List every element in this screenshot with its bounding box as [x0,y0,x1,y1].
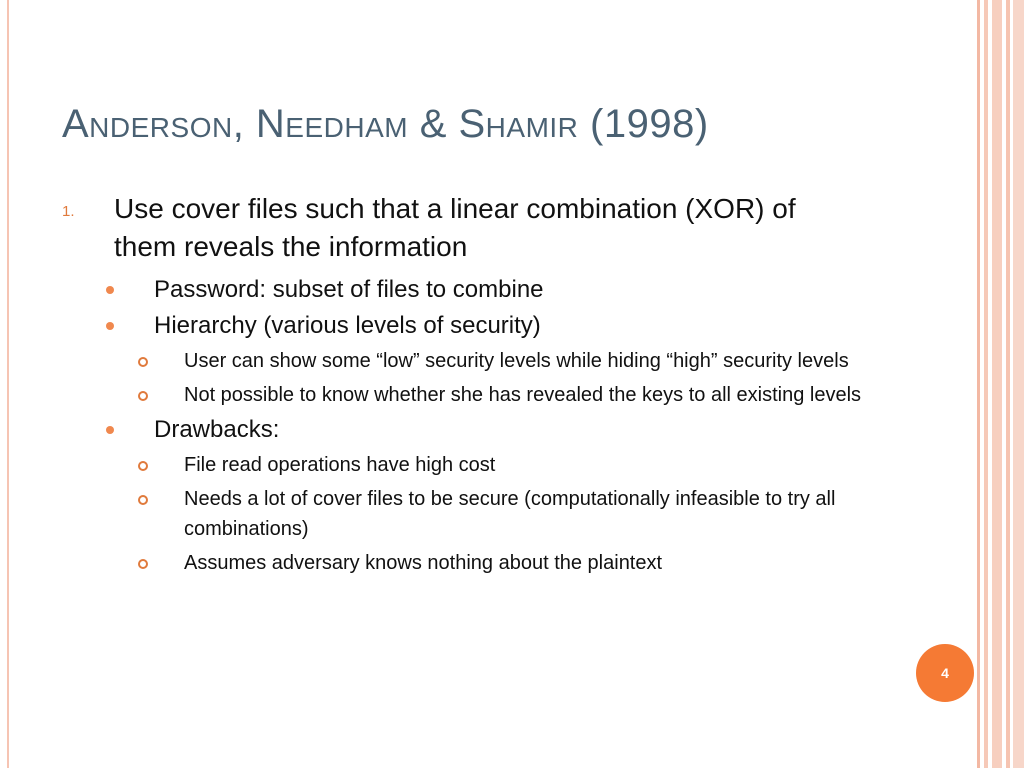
bullet-ring-icon [138,495,148,505]
bullet-item [62,274,862,306]
sub-bullet-item [62,548,884,578]
slide-body [62,190,862,578]
right-border-stripe [977,0,980,768]
item-number: 1. [62,203,75,220]
numbered-item [62,190,862,266]
bullet-ring-icon [138,559,148,569]
right-border-stripe [992,0,1002,768]
sub-bullet-item [62,346,884,376]
sub-bullet-text: User can show some “low” security levels while hiding “high” security levels [184,350,849,372]
left-border-stripe [7,0,9,768]
bullet-dot-icon [106,426,114,434]
right-border-stripe [1006,0,1010,768]
right-border-stripe [1013,0,1024,768]
slide-title: Anderson, Needham & Shamir (1998) [62,102,709,146]
bullet-item [62,310,862,342]
bullet-text: Hierarchy (various levels of security) [154,312,541,339]
bullet-ring-icon [138,391,148,401]
bullet-ring-icon [138,461,148,471]
bullet-dot-icon [106,286,114,294]
page-number-badge: 4 [916,644,974,702]
sub-bullet-text: Not possible to know whether she has revealed the keys to all existing levels [184,384,862,406]
sub-bullet-text: File read operations have high cost [184,454,496,476]
bullet-text: Drawbacks: [154,416,280,443]
right-border-stripe [984,0,988,768]
sub-bullet-text: Assumes adversary knows nothing about the plaintext [184,552,663,574]
bullet-text: Password: subset of files to combine [154,276,544,303]
sub-bullet-item [62,450,884,480]
sub-bullet-item [62,484,884,544]
bullet-item [62,414,862,446]
sub-bullet-item [62,380,884,410]
sub-bullet-text: Needs a lot of cover files to be secure (computationally infeasible to try all combinations) [184,488,836,540]
item-text: Use cover files such that a linear combination (XOR) of them reveals the information [114,193,796,262]
bullet-dot-icon [106,322,114,330]
bullet-ring-icon [138,357,148,367]
